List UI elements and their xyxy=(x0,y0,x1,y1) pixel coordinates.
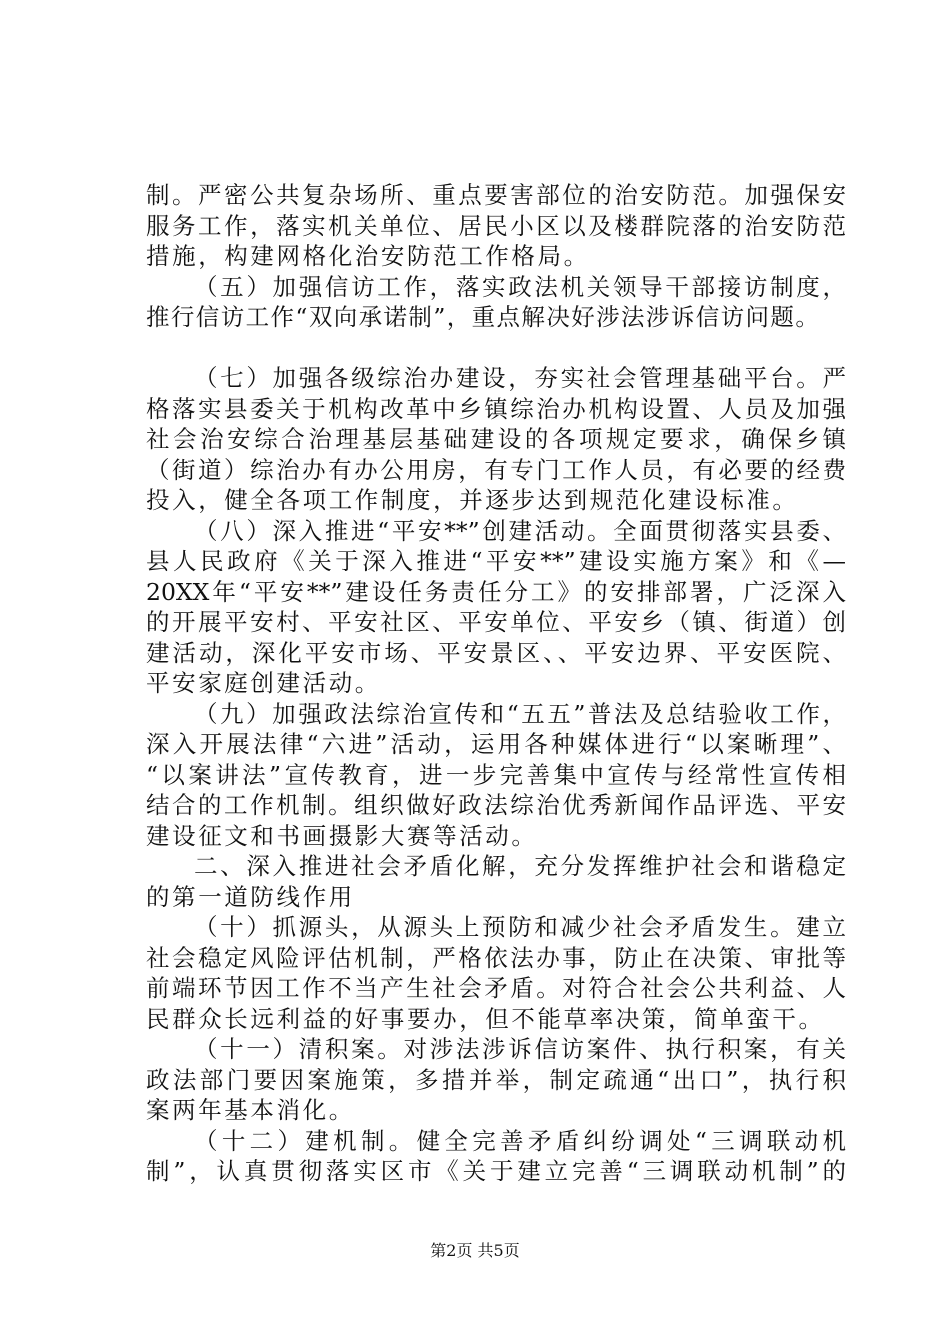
text-line: 制。严密公共复杂场所、重点要害部位的治安防范。加强保安 xyxy=(146,181,846,209)
paragraph-start-line: （八）深入推进“平安**”创建活动。全面贯彻落实县委、 xyxy=(194,516,846,545)
section-heading-line: 二、深入推进社会矛盾化解，充分发挥维护社会和谐稳定 xyxy=(194,852,846,880)
text-line: 投入，健全各项工作制度，并逐步达到规范化建设标准。 xyxy=(146,486,799,514)
text-line: 社会稳定风险评估机制，严格依法办事，防止在决策、审批等 xyxy=(146,943,846,972)
text-line: 平安家庭创建活动。 xyxy=(146,669,381,697)
text-line: 建活动，深化平安市场、平安景区、、平安边界、平安医院、 xyxy=(146,638,846,667)
text-line: 案两年基本消化。 xyxy=(146,1096,355,1124)
page-number-footer: 第2页 共5页 xyxy=(430,1241,520,1260)
text-line: 20XX年“平安**”建设任务责任分工》的安排部署，广泛深入 xyxy=(146,577,846,606)
text-line: 县人民政府《关于深入推进“平安**”建设实施方案》和《— xyxy=(146,547,846,575)
text-line: 推行信访工作“双向承诺制”，重点解决好涉法涉诉信访问题。 xyxy=(146,303,821,331)
text-line: 措施，构建网格化治安防范工作格局。 xyxy=(146,242,590,270)
text-line: 建设征文和书画摄影大赛等活动。 xyxy=(146,821,538,850)
text-line: 前端环节因工作不当产生社会矛盾。对符合社会公共利益、人 xyxy=(146,974,846,1002)
text-line: 格落实县委关于机构改革中乡镇综治办机构设置、人员及加强 xyxy=(146,394,846,423)
paragraph-start-line: （十）抓源头，从源头上预防和减少社会矛盾发生。建立 xyxy=(194,913,846,941)
paragraph-start-line: （十二）建机制。健全完善矛盾纠纷调处“三调联动机 xyxy=(194,1126,846,1155)
text-line: 政法部门要因案施策，多措并举，制定疏通“出口”，执行积 xyxy=(146,1065,846,1094)
text-line: 的开展平安村、平安社区、平安单位、平安乡（镇、街道）创 xyxy=(146,608,846,636)
text-line: 制”，认真贯彻落实区市《关于建立完善“三调联动机制”的 xyxy=(146,1157,846,1185)
paragraph-start-line: （十一）清积案。对涉法涉诉信访案件、执行积案，有关 xyxy=(194,1035,846,1063)
text-line: （街道）综治办有办公用房，有专门工作人员，有必要的经费 xyxy=(146,455,846,484)
text-line: 服务工作，落实机关单位、居民小区以及楼群院落的治安防范 xyxy=(146,211,846,240)
text-line: 深入开展法律“六进”活动，运用各种媒体进行“以案晰理”、 xyxy=(146,730,846,758)
text-line: 民群众长远利益的好事要办，但不能草率决策，简单蛮干。 xyxy=(146,1004,825,1033)
section-heading-line: 的第一道防线作用 xyxy=(146,882,355,911)
text-line: 社会治安综合治理基层基础建设的各项规定要求，确保乡镇 xyxy=(146,425,846,453)
text-line: “以案讲法”宣传教育，进一步完善集中宣传与经常性宣传相 xyxy=(146,760,846,789)
text-line: 结合的工作机制。组织做好政法综治优秀新闻作品评选、平安 xyxy=(146,791,846,819)
paragraph-start-line: （七）加强各级综治办建设，夯实社会管理基础平台。严 xyxy=(194,364,846,392)
paragraph-start-line: （五）加强信访工作，落实政法机关领导干部接访制度， xyxy=(194,272,846,301)
paragraph-start-line: （九）加强政法综治宣传和“五五”普法及总结验收工作， xyxy=(194,699,846,728)
